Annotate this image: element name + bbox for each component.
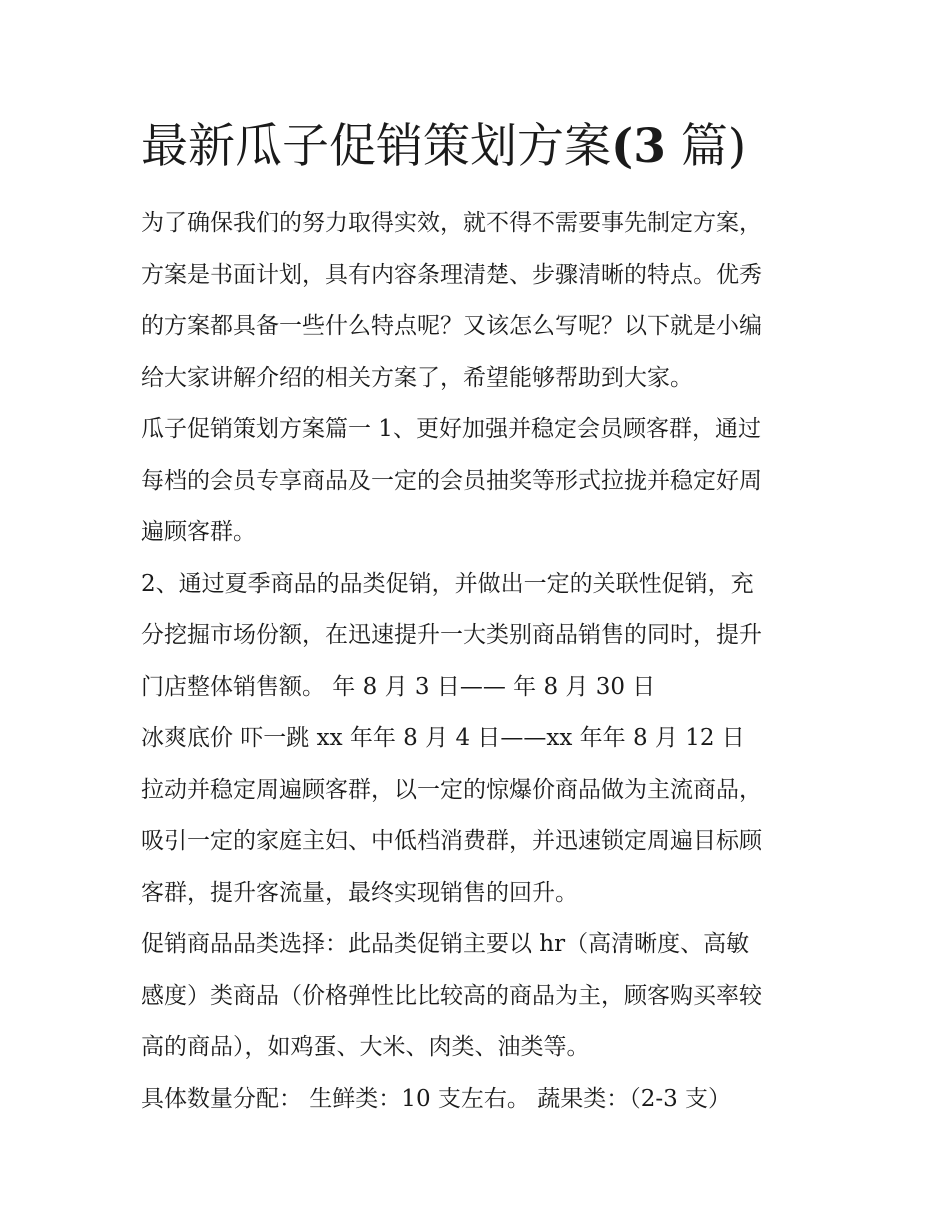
- paragraph-intro: [141, 198, 813, 404]
- text-line: 每档的会员专享商品及一定的会员抽奖等形式拉拢并稳定好周: [141, 467, 762, 494]
- text-line: 门店整体销售额。 年 8 月 3 日—— 年 8 月 30 日: [141, 673, 656, 700]
- paragraph-part-one: [141, 404, 813, 559]
- paragraph-campaign-dates: [141, 713, 813, 765]
- text-line: 促销商品品类选择：此品类促销主要以 hr（高清晰度、高敏: [141, 931, 750, 957]
- text-line: 方案是书面计划，具有内容条理清楚、步骤清晰的特点。优秀: [141, 261, 762, 288]
- title-number: (3: [611, 119, 666, 174]
- text-line: 给大家讲解介绍的相关方案了，希望能够帮助到大家。: [141, 364, 693, 391]
- paragraph-product-selection: [141, 919, 813, 1074]
- text-line: 感度）类商品（价格弹性比比较高的商品为主，顾客购买率较: [141, 982, 762, 1009]
- text-line: 吸引一定的家庭主妇、中低档消费群，并迅速锁定周遍目标顾: [141, 828, 762, 854]
- text-line: 的方案都具备一些什么特点呢？又该怎么写呢？以下就是小编: [141, 313, 762, 339]
- document-body: [141, 198, 813, 1125]
- paragraph-quantity-allocation: [141, 1074, 813, 1126]
- text-line: 瓜子促销策划方案篇一 1、更好加强并稳定会员顾客群，通过: [141, 416, 761, 442]
- text-line: 为了确保我们的努力取得实效，就不得不需要事先制定方案，: [141, 210, 762, 236]
- text-line: 客群，提升客流量，最终实现销售的回升。: [141, 879, 578, 906]
- paragraph-point-two: [141, 559, 813, 714]
- text-line: 2、通过夏季商品的品类促销，并做出一定的关联性促销，充: [141, 570, 754, 597]
- text-line: 具体数量分配： 生鲜类：10 支左右。 蔬果类：（2-3 支）: [141, 1085, 732, 1112]
- text-line: 分挖掘市场份额，在迅速提升一大类别商品销售的同时，提升: [141, 622, 762, 648]
- paragraph-campaign-goal: [141, 765, 813, 920]
- text-line: 拉动并稳定周遍顾客群，以一定的惊爆价商品做为主流商品，: [141, 776, 762, 803]
- text-line: 高的商品），如鸡蛋、大米、肉类、油类等。: [141, 1034, 590, 1060]
- document-title: 最新瓜子促销策划方案(3 篇): [141, 119, 747, 174]
- text-line: 遍顾客群。: [141, 519, 256, 545]
- text-line: 冰爽底价 吓一跳 xx 年年 8 月 4 日——xx 年年 8 月 12 日: [141, 725, 745, 751]
